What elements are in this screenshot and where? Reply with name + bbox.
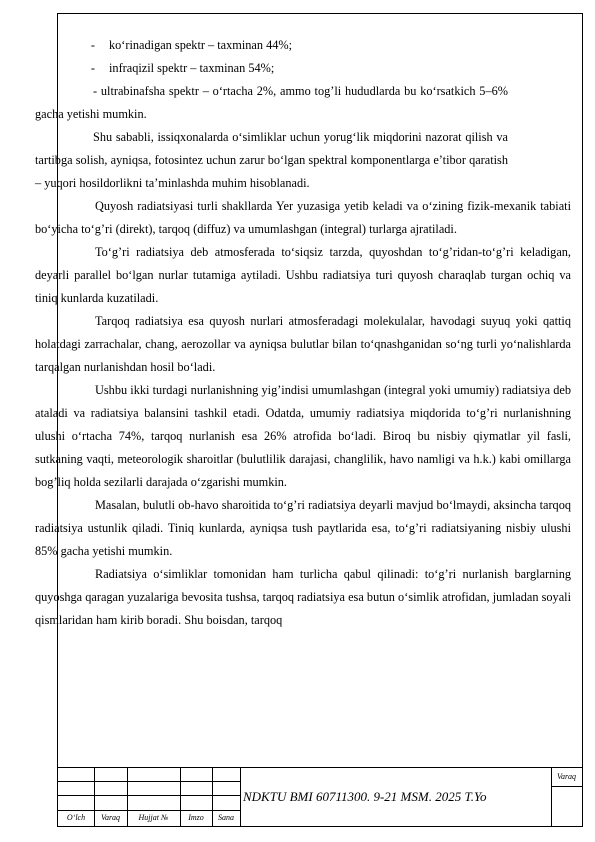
- document-number: NDKTU BMI 60711300. 9-21 MSM. 2025 T.Yo: [243, 789, 487, 804]
- document-body: [35, 38, 571, 632]
- list-item-text: infraqizil spektr – taxminan 54%;: [109, 61, 275, 75]
- paragraph: Ushbu ikki turdagi nurlanishning yig’indisi umumlashgan (integral yoki umumiy) radiatsiya deb ataladi va radiatsiya balansini tashkil etadi. Odatda, umumiy radiatsiya miqdorida to‘g’ri nurlanishning ulushi o‘rtacha 74%, tarqoq nurlanish esa 26% atrofida bo‘ladi. Biroq bu nisbiy qiymatlar yil fasli, sutkaning vaqti, meteorologik sharoitlar (bulutlilik darajasi, changlilik, havo namligi va h.k.) kabi omillarga bog’liq holda sezilarli darajada o‘zgarishi mumkin.: [35, 383, 571, 489]
- paragraph: Quyosh radiatsiyasi turli shakllarda Yer yuzasiga yetib keladi va o‘zining fizik-mexanik tabiati bo‘yicha to‘g’ri (direkt), tarqoq (diffuz) va umumlashgan (integral) turlarga ajratiladi.: [35, 199, 571, 236]
- col-doc-label: Hujjat №: [138, 813, 169, 822]
- col-sign-label: Imzo: [188, 813, 204, 822]
- list-dash: -: [90, 61, 95, 75]
- list-item-text: ko‘rinadigan spektr – taxminan 44%;: [109, 38, 293, 52]
- page-frame: [35, 13, 583, 827]
- col-date-label: Sana: [218, 813, 234, 822]
- list-item: [62, 34, 567, 57]
- title-block: [58, 767, 582, 826]
- col-change-label: O‘lch: [66, 813, 86, 822]
- paragraph: To‘g’ri radiatsiya deb atmosferada to‘siqsiz tarzda, quyoshdan to‘g’ridan-to‘g’ri keladigan, deyarli parallel bo‘lgan nurlar tutamiga aytiladi. Ushbu radiatsiya turi quyosh charaqlab turgan ochiq va tiniq kunlarda kuzatiladi.: [35, 245, 571, 305]
- paragraph: Masalan, bulutli ob-havo sharoitida to‘g’ri radiatsiya deyarli mavjud bo‘lmaydi, aksincha tarqoq radiatsiya ustunlik qiladi. Tiniq kunlarda, ayniqsa tush paytlarida esa, to‘g’ri radiatsiyaning nisbiy ulushi 85% gacha yetishi mumkin.: [35, 498, 571, 558]
- sheet-label: Varaq: [556, 772, 577, 781]
- col-sheet-label: Varaq: [100, 813, 121, 822]
- paragraph: Radiatsiya o‘simliklar tomonidan ham turlicha qabul qilinadi: to‘g’ri nurlanish barglarning quyoshga qaragan yuzalariga bevosita tushsa, tarqoq radiatsiya esa butun o‘simlik atrofidan, jumladan soyali qismlaridan ham kirib boradi. Shu boisdan, tarqoq: [35, 567, 571, 627]
- list-dash: -: [90, 38, 95, 52]
- paragraph: Tarqoq radiatsiya esa quyosh nurlari atmosferadagi molekulalar, havodagi suyuq yoki qattiq holatdagi zarrachalar, chang, aerozollar va ayniqsa bulutlar bilan to‘qnashganidan so‘ng turli yo‘nalishlarda tarqalgan nurlanishdan hosil bo‘ladi.: [35, 314, 571, 374]
- list-item: [62, 57, 567, 80]
- paragraph: Shu sababli, issiqxonalarda o‘simliklar uchun yorug‘lik miqdorini nazorat qilish va tartibga solish, ayniqsa, fotosintez uchun zarur bo‘lgan spektral komponentlarga e’tibor qaratish – yuqori hosildorlikni ta’minlashda muhim hisoblanadi.: [35, 130, 508, 190]
- paragraph: - ultrabinafsha spektr – o‘rtacha 2%, ammo tog’li hududlarda bu ko‘rsatkich 5–6% gacha yetishi mumkin.: [35, 84, 508, 121]
